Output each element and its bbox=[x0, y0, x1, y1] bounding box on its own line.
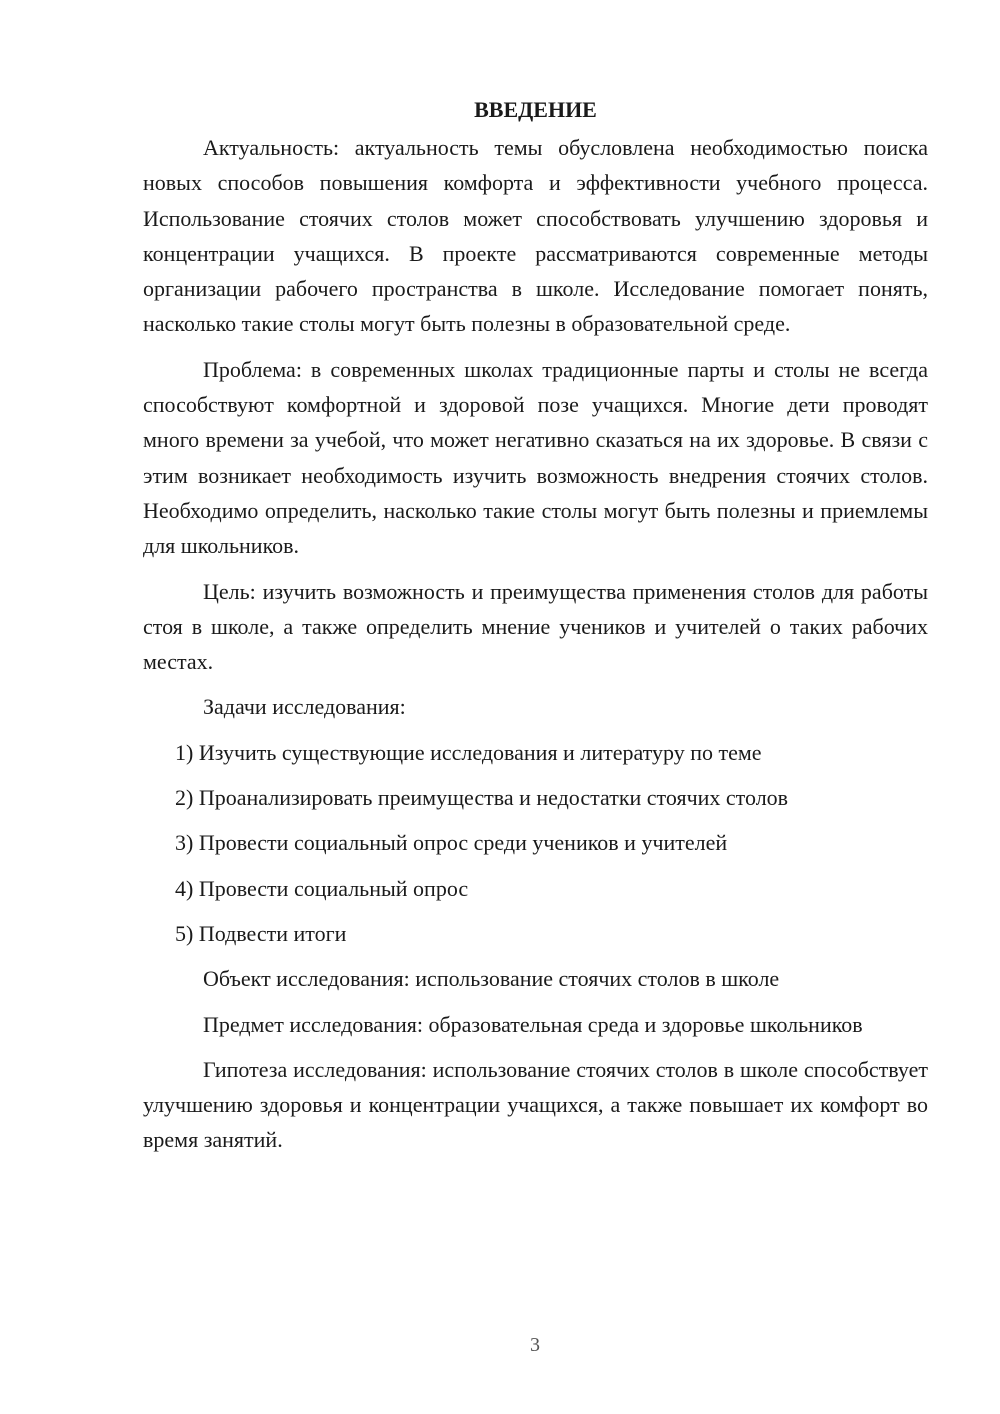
object-paragraph: Объект исследования: использование стоячих столов в школе bbox=[203, 966, 780, 992]
tasks-title: Задачи исследования: bbox=[203, 694, 406, 720]
problem-paragraph: Проблема: в современных школах традиционные парты и столы не всегда способствуют комфортной и здоровой позе учащихся. Многие дети проводят много времени за учебой, что может негативно сказаться на их здоровье. В связи с этим возникает необходимость изучить возможность внедрения стоячих столов. Необходимо определить, насколько такие столы могут быть полезны и приемлемы для школьников. bbox=[143, 356, 928, 559]
task-item: 2) Проанализировать преимущества и недостатки стоячих столов bbox=[175, 785, 789, 811]
relevance-paragraph: Актуальность: актуальность темы обусловлена необходимостью поиска новых способов повышения комфорта и эффективности учебного процесса. Использование стоячих столов может способствовать улучшению здоровья и концентрации учащихся. В проекте рассматриваются современные методы организации рабочего пространства в школе. Исследование помогает понять, насколько такие столы могут быть полезны в образовательной среде. bbox=[143, 135, 928, 337]
tasks-list bbox=[143, 735, 928, 951]
task-item: 5) Подвести итоги bbox=[175, 920, 347, 946]
document-page bbox=[143, 92, 928, 1168]
task-item: 4) Провести социальный опрос bbox=[175, 875, 469, 901]
task-item: 1) Изучить существующие исследования и литературу по теме bbox=[175, 739, 762, 765]
subject-paragraph: Предмет исследования: образовательная среда и здоровье школьников bbox=[203, 1011, 863, 1037]
page-number: 3 bbox=[530, 1334, 540, 1356]
hypothesis-paragraph: Гипотеза исследования: использование стоячих столов в школе способствует улучшению здоровья и концентрации учащихся, а также повышает их комфорт во время занятий. bbox=[143, 1056, 928, 1153]
section-heading: ВВЕДЕНИЕ bbox=[474, 97, 597, 122]
goal-paragraph: Цель: изучить возможность и преимущества применения столов для работы стоя в школе, а также определить мнение учеников и учителей о таких рабочих местах. bbox=[143, 578, 928, 675]
task-item: 3) Провести социальный опрос среди учеников и учителей bbox=[175, 830, 728, 856]
